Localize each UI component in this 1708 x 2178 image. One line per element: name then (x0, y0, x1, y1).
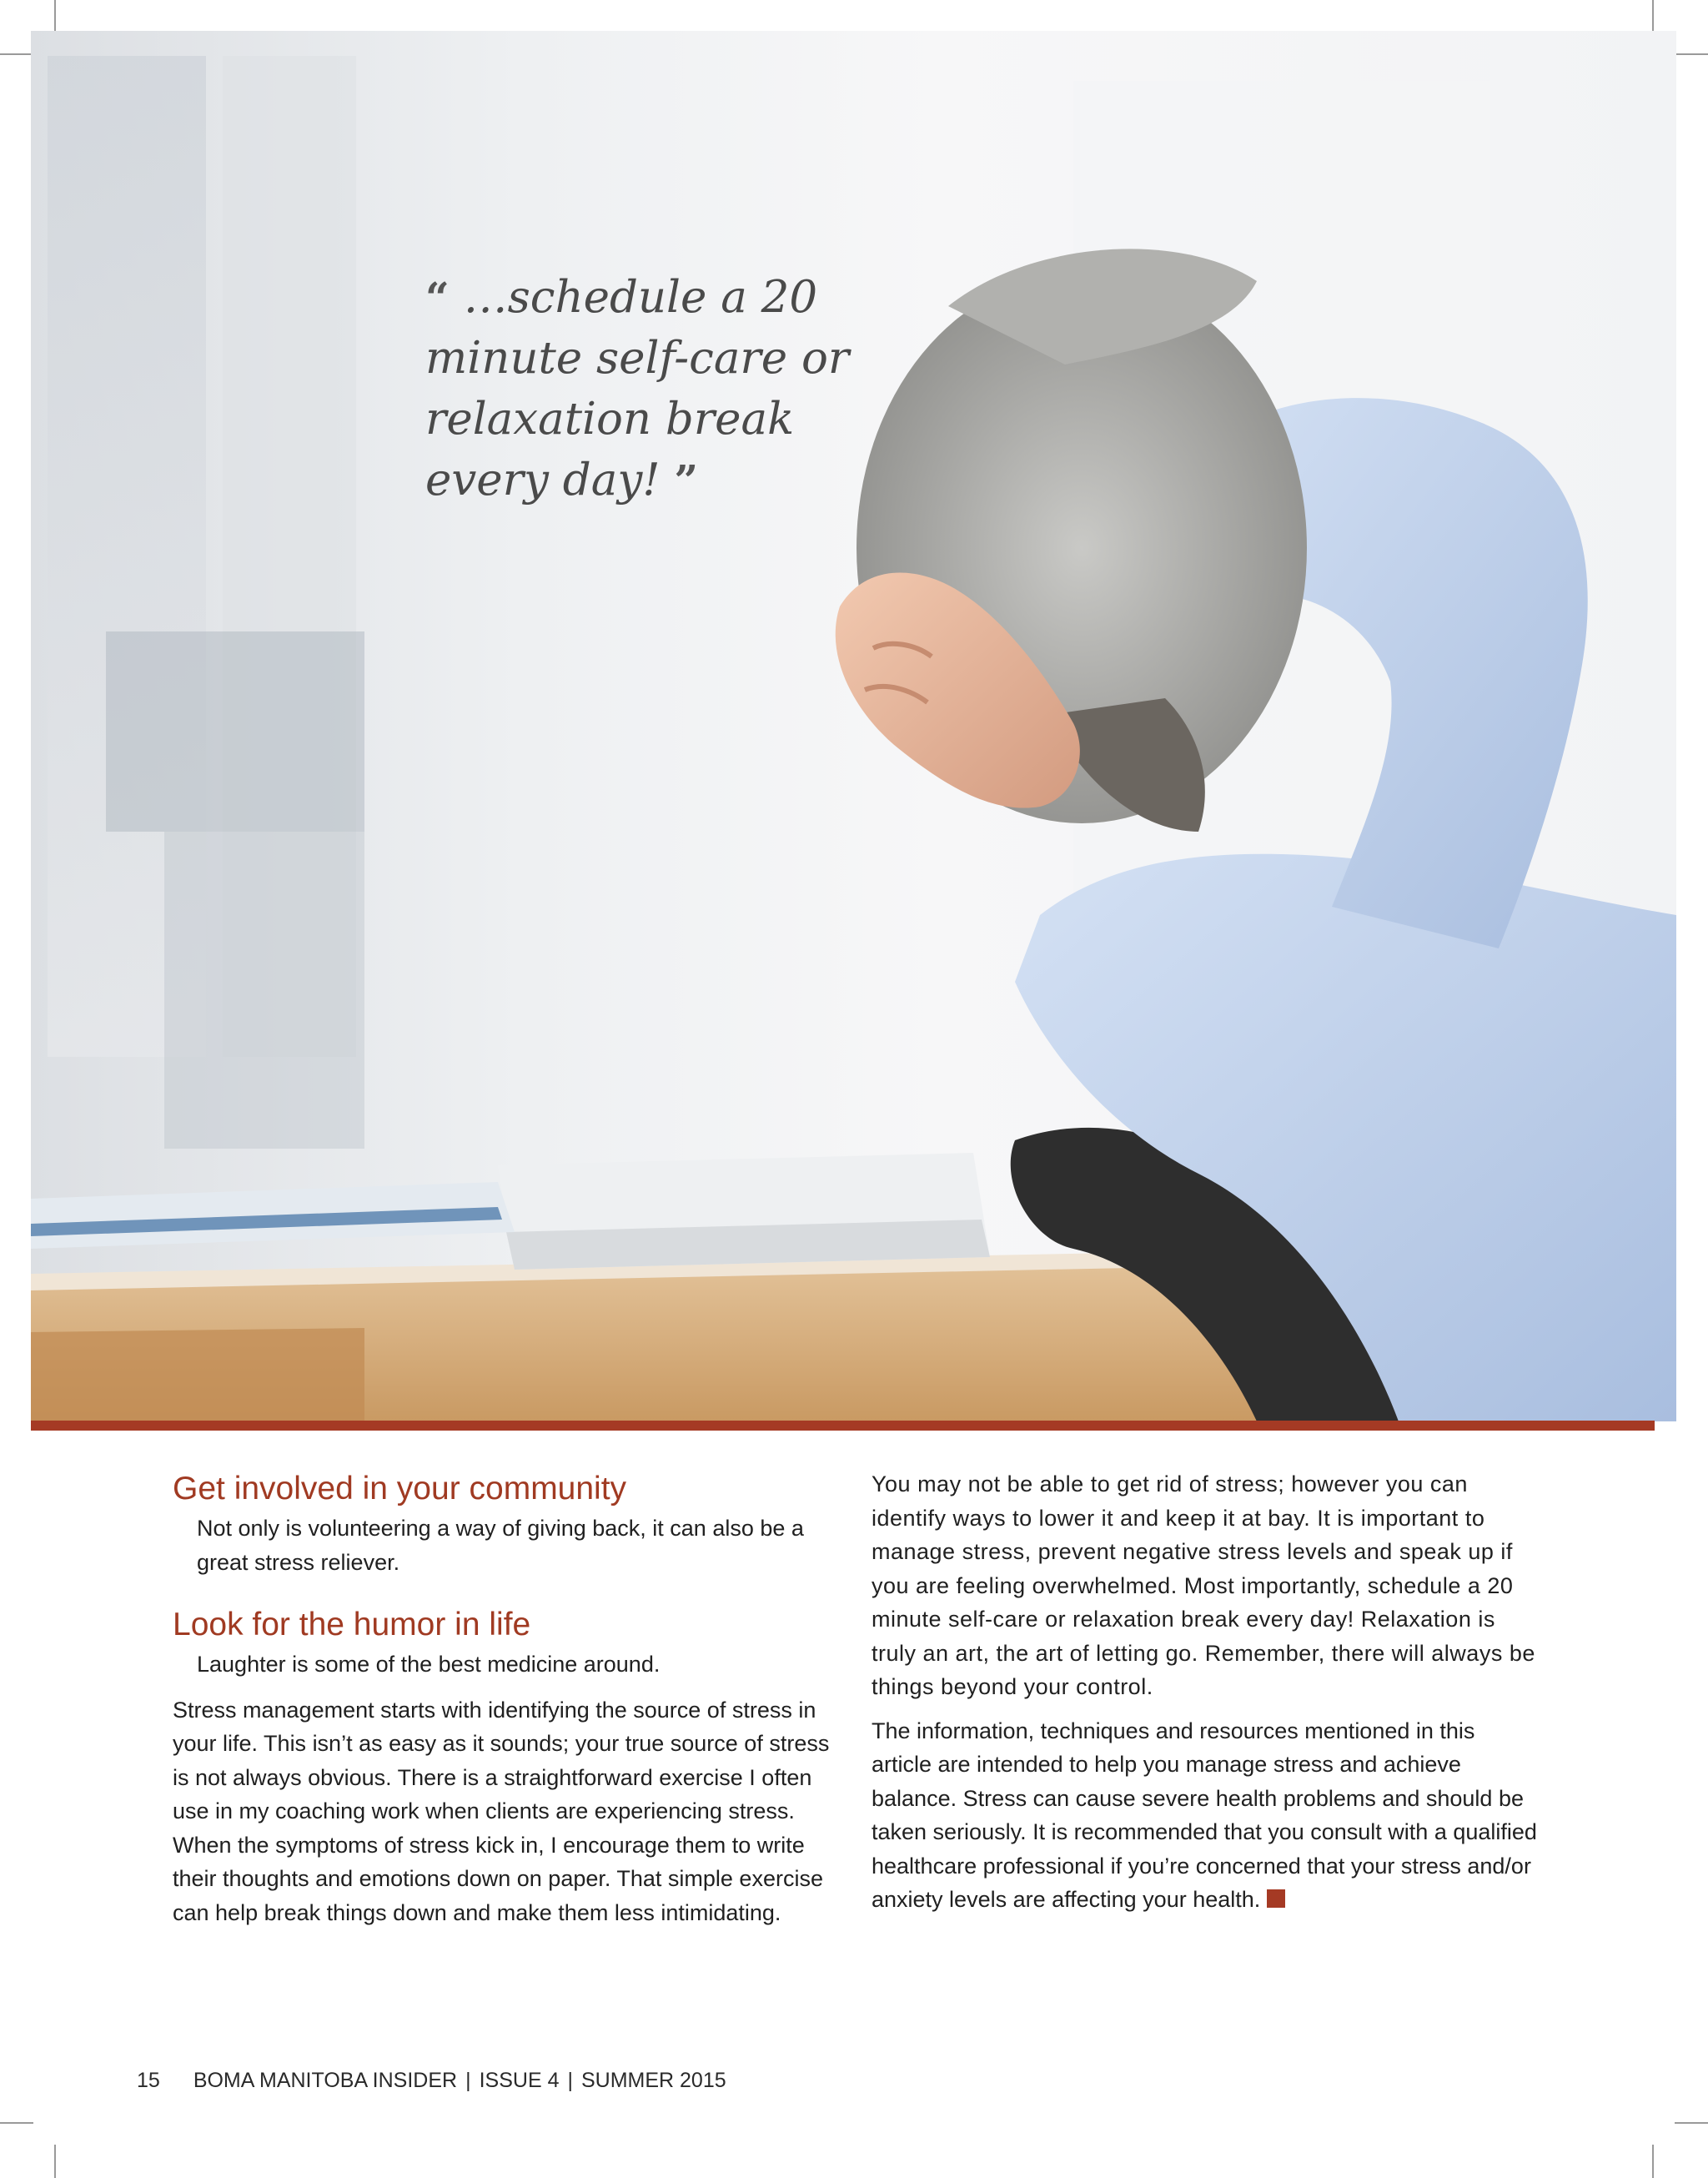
section-text: Not only is volunteering a way of giving back, it can also be a great stress reliever. (197, 1516, 804, 1575)
article-photo (31, 31, 1676, 1421)
right-column (872, 1467, 1539, 1917)
pull-quote (425, 267, 892, 511)
section-text: Laughter is some of the best medicine around. (197, 1652, 661, 1677)
section-heading: Get involved in your community (173, 1471, 627, 1506)
crop-mark (54, 0, 56, 33)
page-number: 15 (137, 2069, 160, 2092)
crop-mark (1652, 0, 1654, 33)
closing-paragraph-text: The information, techniques and resources mentioned in this article are intended to help you manage stress and achieve balance. Stress can cause severe health problems and should be taken seriously. It is recommended that you consult with a qualified healthcare professional if you’re concerned that your stress and/or anxiety levels are affecting your health. (872, 1718, 1537, 1912)
body-paragraph (872, 1714, 1539, 1917)
page-footer (137, 2067, 726, 2094)
footer-separator: | (567, 2069, 573, 2092)
crop-mark (1675, 2122, 1708, 2124)
section-heading: Look for the humor in life (173, 1607, 531, 1642)
crop-mark (1652, 2145, 1654, 2178)
crop-mark (0, 2122, 33, 2124)
close-quote-mark: ” (674, 455, 699, 505)
body-paragraph: You may not be able to get rid of stress; however you can identify ways to lower it and keep it at bay. It is important to manage stress, prevent negative stress levels and speak up if you are feeling overwhelmed. Most importantly, schedule a 20 minute self-care or relaxation break every day! Relaxation is truly an art, the art of letting go. Remember, there will always be things beyond your control. (872, 1471, 1535, 1699)
footer-separator: | (465, 2069, 471, 2092)
crop-mark (1675, 53, 1708, 55)
crop-mark (0, 53, 33, 55)
left-column (173, 1468, 840, 1929)
man-relaxing-at-desk-photo (31, 31, 1676, 1421)
issue-season: SUMMER 2015 (580, 2069, 726, 2092)
end-of-article-icon (1267, 1889, 1285, 1908)
open-quote-mark: “ (425, 273, 450, 322)
issue-number: ISSUE 4 (479, 2069, 560, 2092)
accent-rule (31, 1421, 1655, 1431)
crop-mark (54, 2145, 56, 2178)
body-paragraph: Stress management starts with identifying the source of stress in your life. This isn’t as easy as it sounds; your true source of stress is not always obvious. There is a straightforward exercise I often use in my coaching work when clients are experiencing stress. When the symptoms of stress kick in, I encourage them to write their thoughts and emotions down on paper. That simple exercise can help break things down and make them less intimidating. (173, 1697, 830, 1925)
pull-quote-text: …schedule a 20 minute self-care or relaxation break every day! (425, 272, 850, 506)
publication-name: BOMA MANITOBA INSIDER (193, 2069, 458, 2092)
